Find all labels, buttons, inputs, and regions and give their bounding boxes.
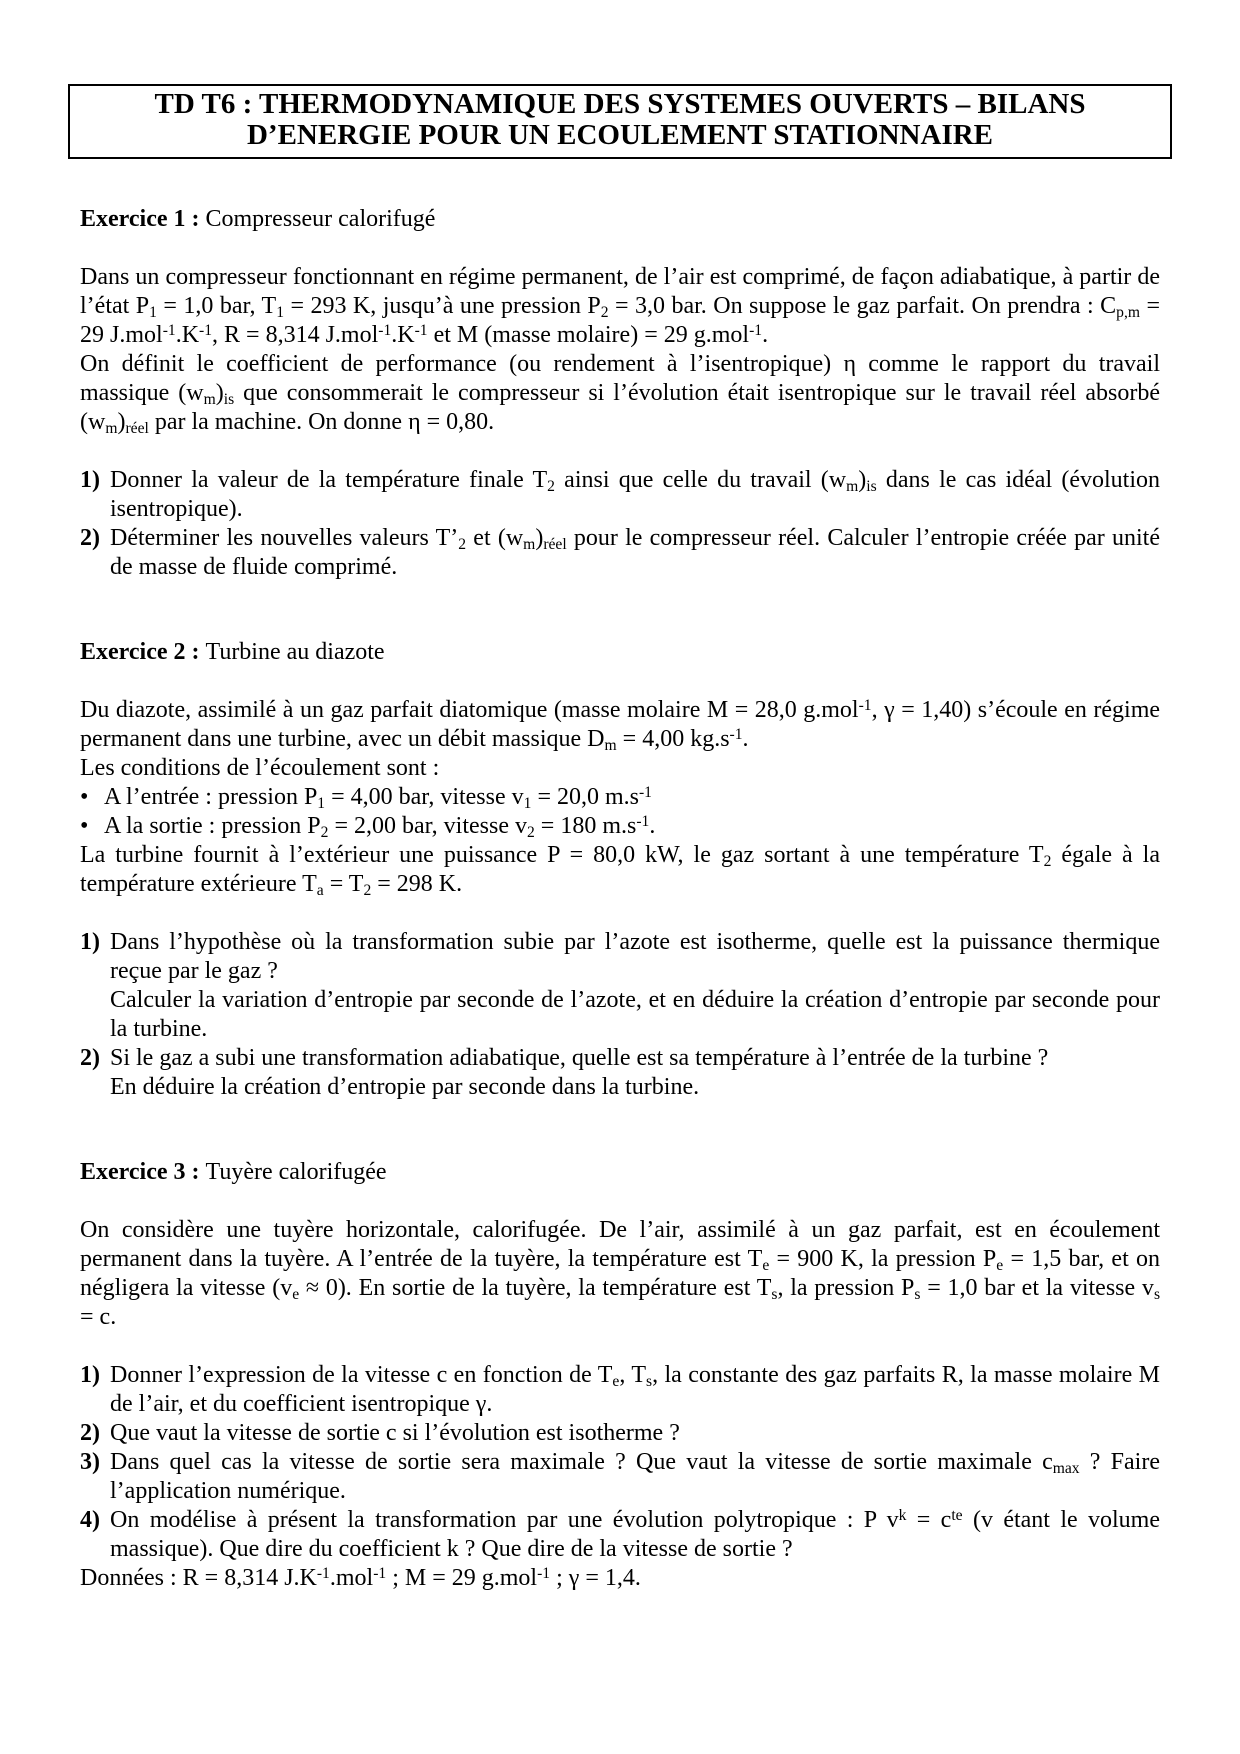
exercise-3-title: Tuyère calorifugée xyxy=(205,1159,387,1185)
exercise-3 xyxy=(80,1158,1160,1593)
question-number: 3) xyxy=(80,1449,100,1475)
exercise-3-question-list xyxy=(80,1361,1160,1564)
exercise-3-label: Exercice 3 : xyxy=(80,1159,206,1185)
bullet-item xyxy=(80,812,1160,841)
question-text: Donner l’expression de la vitesse c en fonction de $T_e$, $T_s$, la constante des gaz parfaits R, la masse molaire M de l’air, et du coefficient isentropique γ. xyxy=(110,1362,1160,1417)
exercise-1-label: Exercice 1 : xyxy=(80,206,206,232)
question-item xyxy=(80,466,1160,524)
exercise-2-paragraph-3: La turbine fournit à l’extérieur une puissance P = 80,0 kW, le gaz sortant à une température $T_2$ égale à la température extérieure $T_a = T_2 = 298$ K. xyxy=(80,842,1160,899)
exercise-2-question-list xyxy=(80,928,1160,1102)
question-number: 1) xyxy=(80,1362,100,1388)
question-number: 1) xyxy=(80,929,100,955)
question-item xyxy=(80,524,1160,582)
question-number: 2) xyxy=(80,1420,100,1446)
question-item xyxy=(80,928,1160,1044)
data-line: Données : R = 8,314 $J.K^{-1}.mol^{-1}$ ; M = 29 g.mol$^{-1}$ ; γ = 1,4. xyxy=(80,1564,641,1591)
exercise-2-paragraph-2: Les conditions de l’écoulement sont : xyxy=(80,755,440,781)
question-text xyxy=(110,1044,1160,1102)
question-item xyxy=(80,1044,1160,1102)
bullet-icon: • xyxy=(80,784,89,810)
exercise-1-paragraph-2: On définit le coefficient de performance (ou rendement à l’isentropique) η comme le rapport du travail massique $(w_m)_{is}$ que consommerait le compresseur si l’évolution était isentropique sur le travail réel absorbé $(w_m)_{réel}$ par la machine. On donne η = 0,80. xyxy=(80,351,1160,437)
question-text-part-1: Dans l’hypothèse où la transformation subie par l’azote est isotherme, quelle est la puissance thermique reçue par le gaz ? xyxy=(110,929,1160,984)
question-text-part-2: Calculer la variation d’entropie par seconde de l’azote, et en déduire la création d’entropie par seconde pour la turbine. xyxy=(110,987,1160,1042)
bullet-item xyxy=(80,783,1160,812)
question-number: 1) xyxy=(80,467,100,493)
question-text-part-1: Si le gaz a subi une transformation adiabatique, quelle est sa température à l’entrée de la turbine ? xyxy=(110,1045,1049,1071)
bullet-text: A la sortie : pression $P_2 = 2,00$ bar, vitesse $v_2 = 180$ $m.s^{-1}$. xyxy=(104,812,656,841)
question-text: On modélise à présent la transformation par une évolution polytropique : P $v^k = c^{te}$ (v étant le volume massique). Que dire du coefficient k ? Que dire de la vitesse de sortie ? xyxy=(110,1506,1160,1562)
exercise-1-question-list xyxy=(80,466,1160,582)
exercise-1-paragraph-1: Dans un compresseur fonctionnant en régime permanent, de l’air est comprimé, de façon adiabatique, à partir de l’état $P_1 = 1,0$ bar, $T_1 = 293$ K, jusqu’à une pression $P_2 = 3,0$ bar. On suppose le gaz parfait. On prendra : $C_{p,m} = 29$ $J.mol^{-1}.K^{-1}$, R = 8,314 $J.mol^{-1}.K^{-1}$ et M (masse molaire) = 29 g.mol$^{-1}$. xyxy=(80,264,1160,348)
question-text: Dans quel cas la vitesse de sortie sera maximale ? Que vaut la vitesse de sortie maximale $c_{max}$ ? Faire l’application numérique. xyxy=(110,1449,1160,1504)
exercise-3-paragraph-1: On considère une tuyère horizontale, calorifugée. De l’air, assimilé à un gaz parfait, est en écoulement permanent dans la tuyère. A l’entrée de la tuyère, la température est $T_e = 900$ K, la pression $P_e = 1,5$ bar, et on négligera la vitesse $(v_e \approx 0)$. En sortie de la tuyère, la température est $T_s$, la pression $P_s = 1,0$ bar et la vitesse $v_s = c$. xyxy=(80,1217,1161,1330)
question-text: Déterminer les nouvelles valeurs $T’_2$ et $(w_m)_{réel}$ pour le compresseur réel. Calculer l’entropie créée par unité de masse de fluide comprimé. xyxy=(110,525,1160,580)
question-text xyxy=(110,928,1160,1044)
bullet-icon: • xyxy=(80,813,89,839)
bullet-text: A l’entrée : pression $P_1 = 4,00$ bar, vitesse $v_1 = 20,0$ $m.s^{-1}$ xyxy=(104,783,652,812)
exercise-1-heading xyxy=(80,205,1160,234)
question-number: 2) xyxy=(80,525,100,551)
question-item xyxy=(80,1361,1160,1419)
exercise-2 xyxy=(80,638,1160,1102)
exercise-3-heading xyxy=(80,1158,1160,1187)
question-number: 2) xyxy=(80,1045,100,1071)
exercise-2-paragraph-1: Du diazote, assimilé à un gaz parfait diatomique (masse molaire M = 28,0 g.mol$^{-1}$, γ = 1,40) s’écoule en régime permanent dans une turbine, avec un débit massique $D_m = 4,00$ $kg.s^{-1}$. xyxy=(80,696,1161,754)
question-text: Donner la valeur de la température finale $T_2$ ainsi que celle du travail $(w_m)_{is}$ dans le cas idéal (évolution isentropique). xyxy=(110,467,1160,522)
question-text-part-2: En déduire la création d’entropie par seconde dans la turbine. xyxy=(110,1074,700,1100)
question-item xyxy=(80,1448,1160,1506)
title-box xyxy=(68,84,1172,159)
question-number: 4) xyxy=(80,1507,100,1533)
question-text: Que vaut la vitesse de sortie c si l’évolution est isotherme ? xyxy=(110,1420,680,1446)
title-line-1: TD T6 : THERMODYNAMIQUE DES SYSTEMES OUVERTS – BILANS xyxy=(154,88,1086,120)
exercise-1 xyxy=(80,205,1160,582)
question-item xyxy=(80,1419,1160,1448)
exercise-2-title: Turbine au diazote xyxy=(205,639,385,665)
exercise-2-label: Exercice 2 : xyxy=(80,639,206,665)
question-item xyxy=(80,1506,1160,1564)
title-line-2: D’ENERGIE POUR UN ECOULEMENT STATIONNAIRE xyxy=(246,119,994,151)
exercise-2-heading xyxy=(80,638,1160,667)
exercise-1-title: Compresseur calorifugé xyxy=(205,206,436,232)
